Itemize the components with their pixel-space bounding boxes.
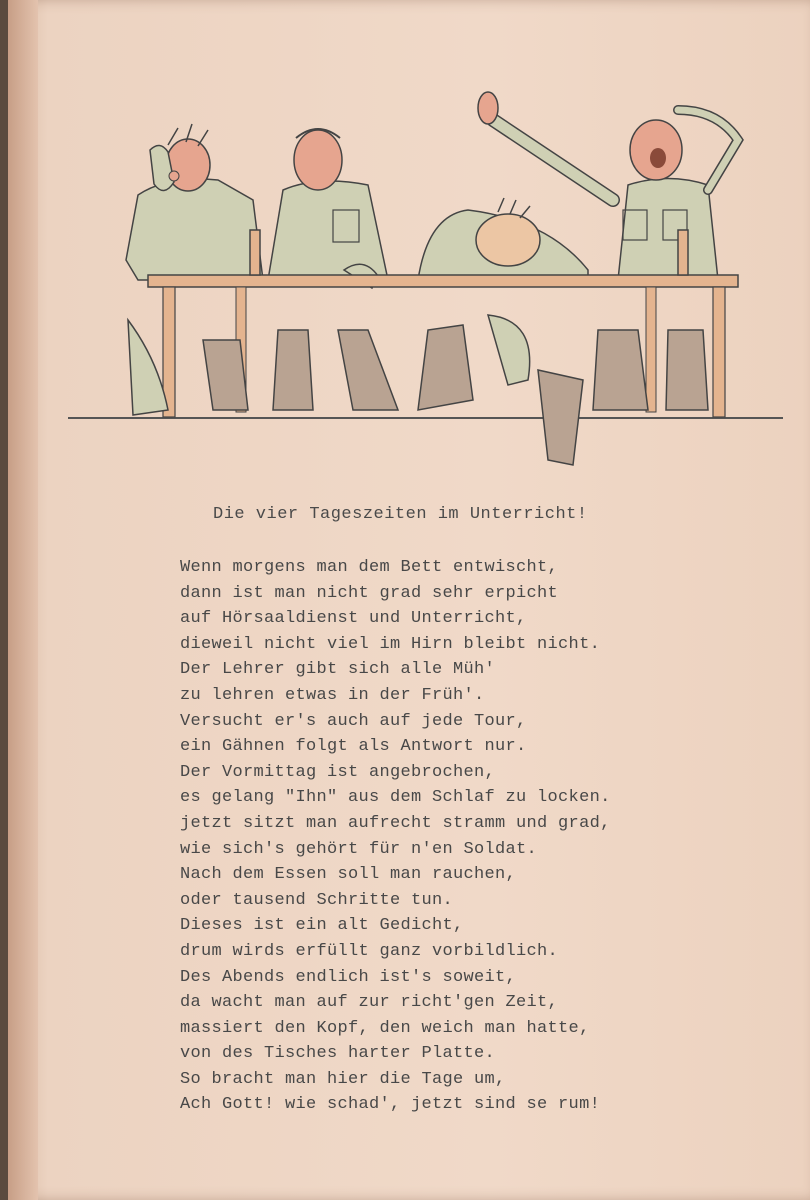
poem-body	[180, 555, 780, 1118]
boots-under-table-figure	[128, 315, 708, 465]
poem-line: dann ist man nicht grad sehr erpicht	[180, 583, 559, 603]
poem-title: Die vier Tageszeiten im Unterricht!	[213, 505, 588, 524]
poem-line: es gelang "Ihn" aus dem Schlaf zu locken.	[180, 788, 611, 808]
poem-line: Des Abends endlich ist's soweit,	[180, 967, 517, 987]
poem-line: da wacht man auf zur richt'gen Zeit,	[180, 993, 559, 1013]
poem-line: jetzt sitzt man aufrecht stramm und grad,	[180, 813, 611, 833]
poem-line: ein Gähnen folgt als Antwort nur.	[180, 737, 527, 757]
poem-line: Ach Gott! wie schad', jetzt sind se rum!	[180, 1095, 601, 1115]
poem-line: So bracht man hier die Tage um,	[180, 1069, 506, 1089]
book-spine	[8, 0, 38, 1200]
poem-line: Dieses ist ein alt Gedicht,	[180, 916, 464, 936]
sleeping-soldier-figure	[418, 198, 588, 280]
poem-line: Der Lehrer gibt sich alle Müh'	[180, 660, 496, 680]
poem-line: Versucht er's auch auf jede Tour,	[180, 711, 527, 731]
poem-line: drum wirds erfüllt ganz vorbildlich.	[180, 941, 559, 961]
soldiers-at-table-illustration	[68, 80, 788, 470]
poem-line: dieweil nicht viel im Hirn bleibt nicht.	[180, 634, 601, 654]
poem-line: von des Tisches harter Platte.	[180, 1044, 496, 1064]
tired-soldier-figure	[268, 129, 388, 288]
poem-line: Wenn morgens man dem Bett entwischt,	[180, 558, 559, 577]
yawning-soldier-figure	[126, 124, 263, 280]
poem-line: Der Vormittag ist angebrochen,	[180, 762, 496, 782]
poem-line: auf Hörsaaldienst und Unterricht,	[180, 609, 527, 629]
book-page	[8, 0, 810, 1200]
poem-line: oder tausend Schritte tun.	[180, 890, 454, 910]
poem-line: massiert den Kopf, den weich man hatte,	[180, 1018, 590, 1038]
poem-line: Nach dem Essen soll man rauchen,	[180, 865, 517, 885]
poem-line: wie sich's gehört für n'en Soldat.	[180, 839, 538, 859]
poem-line: zu lehren etwas in der Früh'.	[180, 685, 485, 705]
